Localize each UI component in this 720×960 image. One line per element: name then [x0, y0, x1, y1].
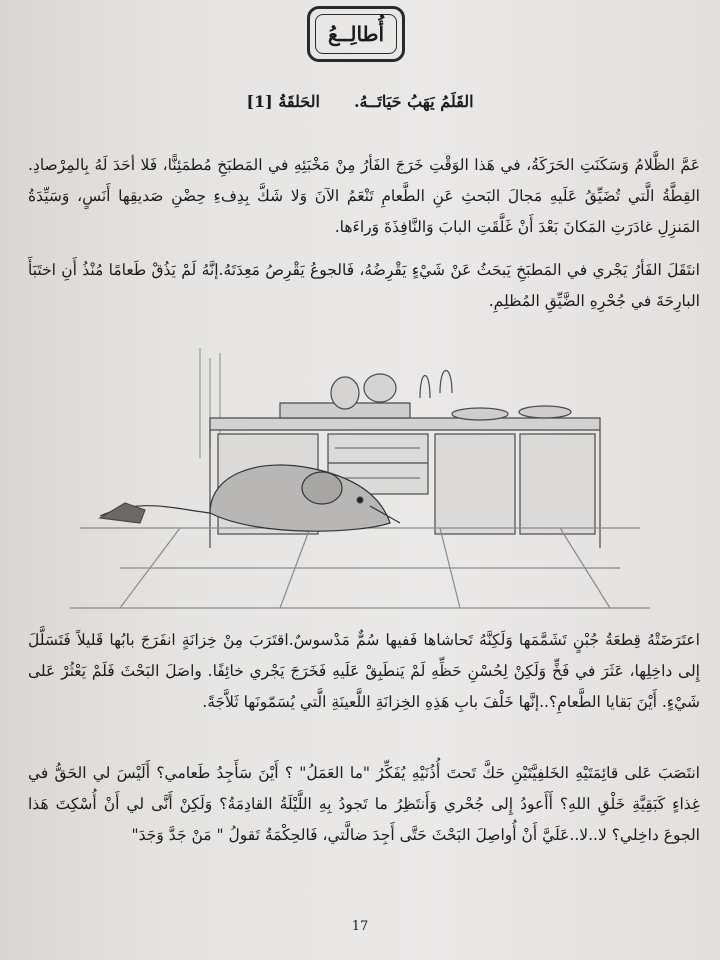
page-number: 17 [351, 919, 369, 934]
kitchen-mouse-illustration [60, 338, 660, 618]
paragraph-3: اعتَرَضَتْهُ قِطعَةُ جُبْنٍ تَشَمَّمَها وَلَكِنَّهُ تَحاشاها فَفيها سُمٌّ مَدْسوسٌ.اقتَرَبَ مِنْ خِزانَةٍ انفَرَجَ بابُها قَليلاً فَتَسَلَّلَ إِلى داخِلِها، عَثَرَ في فَخٍّ وَلَكِنْ لِحُسْنِ حَظِّهِ لَمْ يَنطَبِقْ عَلَيهِ فَخَرَجَ يَجْري خائِفًا. واصَلَ البَحْثَ فَلَمْ يَعْثُرْ عَلى شَيْءٍ. أَيْنَ بَقايا الطَّعامِ؟..إنَّها خَلْفَ بابِ هَذِهِ الخِزانَةِ اللَّعينَةِ الَّتي يُسَمّونَها ثَلاَّجَةً. [28, 631, 700, 711]
lesson-title: القَلَمُ يَهَبُ حَيَاتَــهُ. [353, 92, 474, 111]
section-title: أُطالِــعُ [327, 22, 385, 46]
paragraph-4: انتَصَبَ عَلى قائِمَتَيْهِ الخَلفِيَّتَيْنِ حَكَّ تَحتَ أُذُنَيْهِ يُفَكِّرُ "ما العَمَلُ" ؟ أَيْنَ سَأَجِدُ طَعامي؟ أَلَيْسَ لي الحَقُّ في غِذاءٍ كَبَقِيَّةِ خَلْقِ اللهِ؟ أَأَعودُ إِلى جُحْري وَأَنتَظِرُ ما تَجودُ بِهِ اللَّيْلَةُ القادِمَةُ؟ وَلَكِنْ أَنَّى لي أَنْ أُسْكِتَ هَذا الجوعَ داخِلي؟ لا..لا..عَلَيَّ أَنْ أُواصِلَ البَحْثَ حَتَّى أَجِدَ ضالَّتي، فَالحِكْمَةُ تَقولُ " مَنْ جَدَّ وَجَدَ" [28, 764, 700, 844]
section-title-box [307, 6, 405, 62]
paragraph-2: انتَقَلَ الفَأرُ يَجْري في المَطبَخِ يَبحَثُ عَنْ شَيْءٍ يَقْرِضُهُ، فَالجوعُ يَقْرِصُ مَعِدَتَهُ.إنَّهُ لَمْ يَذُقْ طَعامًا مُنْذُ أَنِ اختَبَأَ البارِحَةَ في جُحْرِهِ الضَّيِّقِ المُظلِمِ. [28, 261, 700, 310]
lesson-heading [150, 92, 570, 111]
episode-label: الحَلقَةُ [1] [246, 92, 320, 111]
paragraph-1: عَمَّ الظَّلامُ وَسَكَنَتِ الحَرَكَةُ، في هَذا الوَقْتِ خَرَجَ الفَأرُ مِنْ مَخْبَئِهِ في المَطبَخِ مُطمَئِنًّا، فَلا أحَدَ لَهُ بِالمِرْصادِ. القِطَّةُ الَّتي تُضَيِّقُ عَلَيهِ مَجالَ البَحثِ عَنِ الطَّعامِ تَنْعَمُ الآنَ وَلا شَكَّ بِدِفءِ حِضْنِ صَديقِها أَنَسٍ، وَسَيِّدَةُ المَنزِلِ غادَرَتِ المَكانَ بَعْدَ أَنْ غَلَّقَتِ البابَ وَالنَّافِذَةَ وَراءَها. [28, 156, 700, 236]
